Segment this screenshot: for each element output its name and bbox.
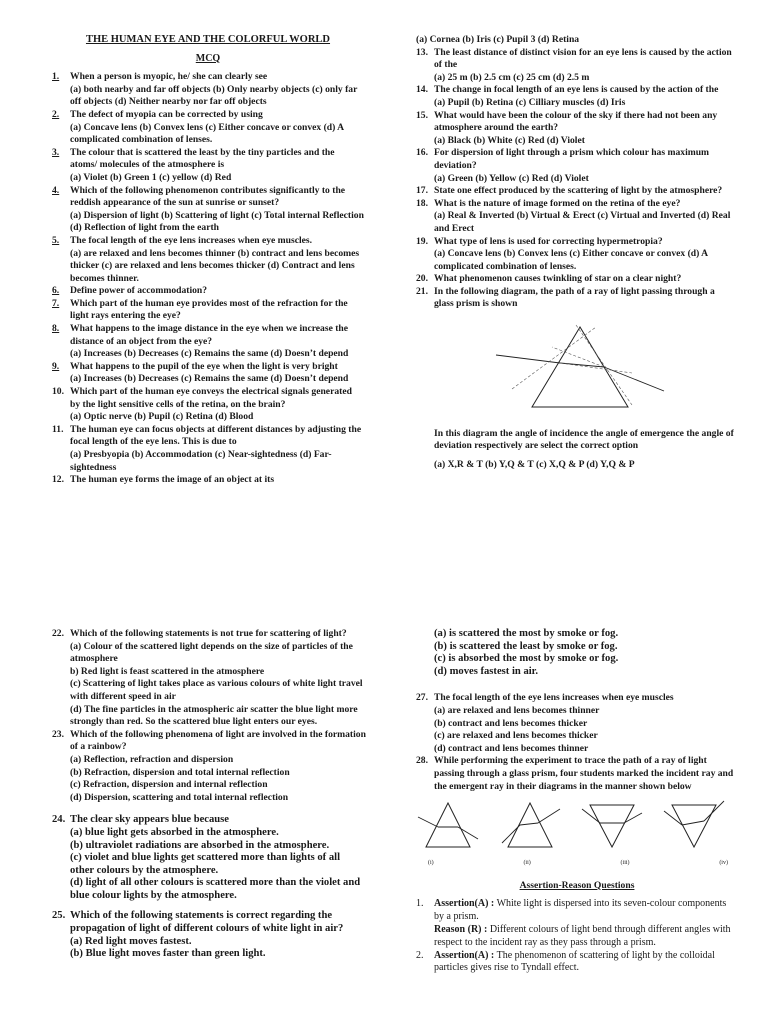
question-number: 4. <box>52 184 60 196</box>
answer-options: (b) Blue light moves faster than green light. <box>70 948 266 960</box>
q21-body: In this diagram the angle of incidence the angle of emergence the angle of deviation respectively are select the correct option <box>434 427 734 452</box>
question-number: 14. <box>416 84 428 96</box>
q26-option-c: (c) is absorbed the most by smoke or fog. <box>434 653 619 665</box>
question-item <box>416 84 736 97</box>
question-item <box>416 47 736 72</box>
column-4 <box>416 628 738 975</box>
question-list-3-large <box>52 814 366 961</box>
question-list-2 <box>416 47 736 311</box>
question-number: 8. <box>52 323 60 335</box>
question-number: 11. <box>52 423 64 435</box>
question-item <box>416 185 736 198</box>
question-text: The focal length of the eye lens increases when eye muscles. <box>70 234 313 246</box>
question-text: The change in focal length of an eye lens is caused by the action of the <box>434 84 719 96</box>
question-number: 28. <box>416 755 428 767</box>
section-heading-mcq: MCQ <box>195 52 221 64</box>
answer-options: (a) Increases (b) Decreases (c) Remains the same (d) Doesn’t depend <box>70 348 349 360</box>
answer-options: (a) Reflection, refraction and dispersion <box>70 753 234 765</box>
prism-diagram-iv-icon <box>662 799 726 853</box>
prism-diagram-i-icon <box>416 799 480 853</box>
question-text: The clear sky appears blue because <box>70 814 230 826</box>
question-number: 20. <box>416 273 428 285</box>
question-number: 9. <box>52 360 60 372</box>
q21-prism-diagram <box>492 319 736 420</box>
answer-options: (a) Red light moves fastest. <box>70 935 192 947</box>
question-number: 18. <box>416 197 428 209</box>
question-text: Which part of the human eye provides most of the refraction for the light rays entering the eye? <box>70 297 348 322</box>
answer-options: (a) Green (b) Yellow (c) Red (d) Violet <box>434 172 589 184</box>
question-item <box>52 361 364 374</box>
answer-options: (a) Increases (b) Decreases (c) Remains the same (d) Doesn’t depend <box>70 373 349 385</box>
question-list-1 <box>52 71 364 487</box>
question-number: 19. <box>416 235 428 247</box>
question-number: 17. <box>416 185 428 197</box>
question-item <box>52 386 364 411</box>
assertion-label: Assertion(A) : <box>434 898 495 910</box>
answer-options: (d) contract and lens becomes thinner <box>434 742 589 754</box>
assertion-text: White light is dispersed into its seven-colour components by a prism. <box>434 898 727 923</box>
question-number: 25. <box>52 910 66 922</box>
question-item <box>52 814 366 827</box>
question-item <box>52 71 364 84</box>
answer-options: (a) both nearby and far off objects (b) Only nearby objects (c) only far off objects (d) Neither nearby nor far off objects <box>70 83 358 108</box>
question-number: 3. <box>52 146 60 158</box>
answer-options: (b) contract and lens becomes thicker <box>434 717 588 729</box>
question-item <box>52 910 366 935</box>
question-text: For dispersion of light through a prism which colour has maximum deviation? <box>434 147 710 171</box>
question-text: Which of the following statements is correct regarding the propagation of light of different colours of white light in air? <box>70 910 344 935</box>
question-item <box>52 235 364 248</box>
answer-options: (a) Optic nerve (b) Pupil (c) Retina (d) Blood <box>70 411 254 423</box>
question-text: The least distance of distinct vision for an eye lens is caused by the action of the <box>434 46 732 71</box>
question-item <box>52 729 366 754</box>
question-text: In the following diagram, the path of a ray of light passing through a glass prism is shown <box>434 285 715 310</box>
question-number: 15. <box>416 109 428 121</box>
question-text: The colour that is scattered the least by the tiny particles and the atoms/ molecules of the atmosphere is <box>70 146 335 171</box>
question-item <box>52 109 364 122</box>
question-number: 7. <box>52 297 60 309</box>
answer-options: (a) Real & Inverted (b) Virtual & Erect (c) Virtual and Inverted (d) Real and Erect <box>434 210 731 234</box>
assertion-label: Assertion(A) : <box>434 949 495 961</box>
q21-options: (a) X,R & T (b) Y,Q & T (c) X,Q & P (d) Y,Q & P <box>434 458 635 470</box>
question-text: Which of the following statements is not true for scattering of light? <box>70 628 347 639</box>
answer-options: (d) Dispersion, scattering and total internal reflection <box>70 791 289 803</box>
answer-options: (b) ultraviolet radiations are absorbed in the atmosphere. <box>70 839 330 851</box>
question-text: What phenomenon causes twinkling of star on a clear night? <box>434 273 682 285</box>
prism-diagram-ii-icon <box>498 799 562 853</box>
answer-options: (a) Concave lens (b) Convex lens (c) Either concave or convex (d) A complicated combination of lenses. <box>70 121 344 146</box>
question-number: 10. <box>52 386 64 398</box>
answer-options: (a) Pupil (b) Retina (c) Cilliary muscles (d) Iris <box>434 96 626 108</box>
answer-options: (d) The fine particles in the atmospheric air scatter the blue light more strongly than red. So the scattered blue light enters our eyes. <box>70 703 358 728</box>
question-item <box>52 424 364 449</box>
question-item <box>416 236 736 249</box>
question-item <box>52 298 364 323</box>
reason-label: Reason (R) : <box>434 923 488 935</box>
prism-label-i: (i) <box>428 860 434 867</box>
question-text: What is the nature of image formed on the retina of the eye? <box>434 197 681 209</box>
answer-options: (c) are relaxed and lens becomes thicker <box>434 730 598 742</box>
question-number: 22. <box>52 628 64 639</box>
question-text: The defect of myopia can be corrected by using <box>70 108 263 120</box>
question-number: 1. <box>52 71 60 83</box>
question-text: What happens to the image distance in the eye when we increase the distance of an object from the eye? <box>70 323 349 347</box>
question-text: Which of the following phenomena of light are involved in the formation of a rainbow? <box>70 728 366 753</box>
question-text: The human eye forms the image of an object at its <box>70 474 275 486</box>
answer-options: (a) Violet (b) Green 1 (c) yellow (d) Red <box>70 171 232 183</box>
question-text: What would have been the colour of the sky if there had not been any atmosphere around the earth? <box>434 109 718 134</box>
question-text: When a person is myopic, he/ she can clearly see <box>70 71 268 83</box>
answer-options: (c) Scattering of light takes place as various colours of white light travel with different speed in air <box>70 678 363 702</box>
question-text: State one effect produced by the scattering of light by the atmosphere? <box>434 185 723 197</box>
question-item <box>52 628 366 641</box>
question-number: 16. <box>416 147 428 159</box>
question-number: 13. <box>416 46 428 58</box>
q28-prism-labels <box>416 857 728 870</box>
column-3 <box>52 628 366 961</box>
prism-label-iii: (iii) <box>620 860 630 867</box>
question-item <box>416 110 736 135</box>
answer-options: (a) 25 m (b) 2.5 cm (c) 25 cm (d) 2.5 m <box>434 71 590 83</box>
assertion-item <box>416 950 738 976</box>
answer-options: (a) Colour of the scattered light depends on the size of particles of the atmosphere <box>70 640 353 665</box>
q12-options: (a) Cornea (b) Iris (c) Pupil 3 (d) Retina <box>416 34 580 45</box>
prism-label-iv: (iv) <box>719 860 728 867</box>
q26-option-a: (a) is scattered the most by smoke or fog. <box>434 628 619 639</box>
column-2 <box>416 34 736 471</box>
answer-options: (a) Presbyopia (b) Accommodation (c) Near-sightedness (d) Far-sightedness <box>70 449 332 473</box>
q26-options <box>416 628 738 678</box>
question-item <box>416 692 738 705</box>
question-number: 6. <box>52 285 60 297</box>
answer-options: (a) Black (b) White (c) Red (d) Violet <box>434 134 585 146</box>
answer-options: (a) are relaxed and lens becomes thinner (b) contract and lens becomes thicker (c) are relaxed and lens becomes thicker (d) Contract and lens becomes thinner. <box>70 247 360 284</box>
question-number: 24. <box>52 814 66 826</box>
answer-options: (a) Concave lens (b) Convex lens (c) Either concave or convex (d) A complicated combination of lenses. <box>434 248 708 272</box>
spacer <box>52 902 366 910</box>
question-item <box>416 198 736 211</box>
q28-prism-diagrams <box>416 799 726 853</box>
prism-diagram-iii-icon <box>580 799 644 853</box>
question-text: Which of the following phenomenon contributes significantly to the reddish appearance of the sun at sunrise or sunset? <box>70 184 346 209</box>
question-number: 23. <box>52 728 64 740</box>
answer-options: b) Red light is feast scattered in the atmosphere <box>70 665 265 677</box>
question-item <box>52 474 364 487</box>
assertion-text: The phenomenon of scattering of light by the colloidal particles gives rise to Tyndall effect. <box>434 949 715 974</box>
question-text: Which part of the human eye conveys the electrical signals generated by the light sensitive cells of the retina, on the brain? <box>70 386 352 410</box>
question-item <box>416 147 736 172</box>
document-title: THE HUMAN EYE AND THE COLORFUL WORLD <box>85 34 331 45</box>
question-item <box>52 185 364 210</box>
prism-ray-diagram-icon <box>492 319 668 415</box>
column-1 <box>52 34 364 487</box>
answer-options: (d) light of all other colours is scattered more than the violet and blue colour lights by the atmosphere. <box>70 877 361 901</box>
question-item <box>416 755 738 793</box>
prism-label-ii: (ii) <box>523 860 531 867</box>
question-text: What type of lens is used for correcting hypermetropia? <box>434 235 663 247</box>
question-text: What happens to the pupil of the eye when the light is very bright <box>70 360 338 372</box>
question-text: The human eye can focus objects at different distances by adjusting the focal length of the eye lens. This is due to <box>70 423 362 448</box>
reason-text: Different colours of light bend through different angles with respect to the incident ray as they pass through a prism. <box>434 923 731 948</box>
answer-options: (c) Refraction, dispersion and internal reflection <box>70 779 268 791</box>
question-text: While performing the experiment to trace the path of a ray of light passing through a glass prism, four students marked the incident ray and the emergent ray in their diagrams in the manner shown below <box>434 755 734 792</box>
answer-options: (c) violet and blue lights get scattered more than lights of all other colours by the atmosphere. <box>70 852 341 876</box>
assertion-number: 2. <box>416 949 424 961</box>
q26-option-d: (d) moves fastest in air. <box>434 665 539 677</box>
answer-options: (a) are relaxed and lens becomes thinner <box>434 704 600 716</box>
question-number: 5. <box>52 234 60 246</box>
question-text: The focal length of the eye lens increases when eye muscles <box>434 692 674 704</box>
question-number: 27. <box>416 692 428 704</box>
question-number: 12. <box>52 474 64 486</box>
question-item <box>52 285 364 298</box>
assertion-number: 1. <box>416 898 424 910</box>
question-list-4 <box>416 692 738 793</box>
answer-options: (b) Refraction, dispersion and total internal reflection <box>70 766 290 778</box>
answer-options: (a) blue light gets absorbed in the atmosphere. <box>70 826 279 838</box>
question-list-3 <box>52 628 366 804</box>
question-item <box>416 286 736 311</box>
q26-option-b: (b) is scattered the least by smoke or fog. <box>434 640 618 652</box>
assertion-reason-heading: Assertion-Reason Questions <box>519 879 635 891</box>
question-text: Define power of accommodation? <box>70 285 208 297</box>
question-item <box>52 323 364 348</box>
question-item <box>52 147 364 172</box>
question-item <box>416 273 736 286</box>
assertion-item <box>416 898 738 949</box>
question-number: 21. <box>416 285 428 297</box>
question-number: 2. <box>52 108 60 120</box>
answer-options: (a) Dispersion of light (b) Scattering of light (c) Total internal Reflection (d) Reflection of light from the earth <box>70 209 364 234</box>
